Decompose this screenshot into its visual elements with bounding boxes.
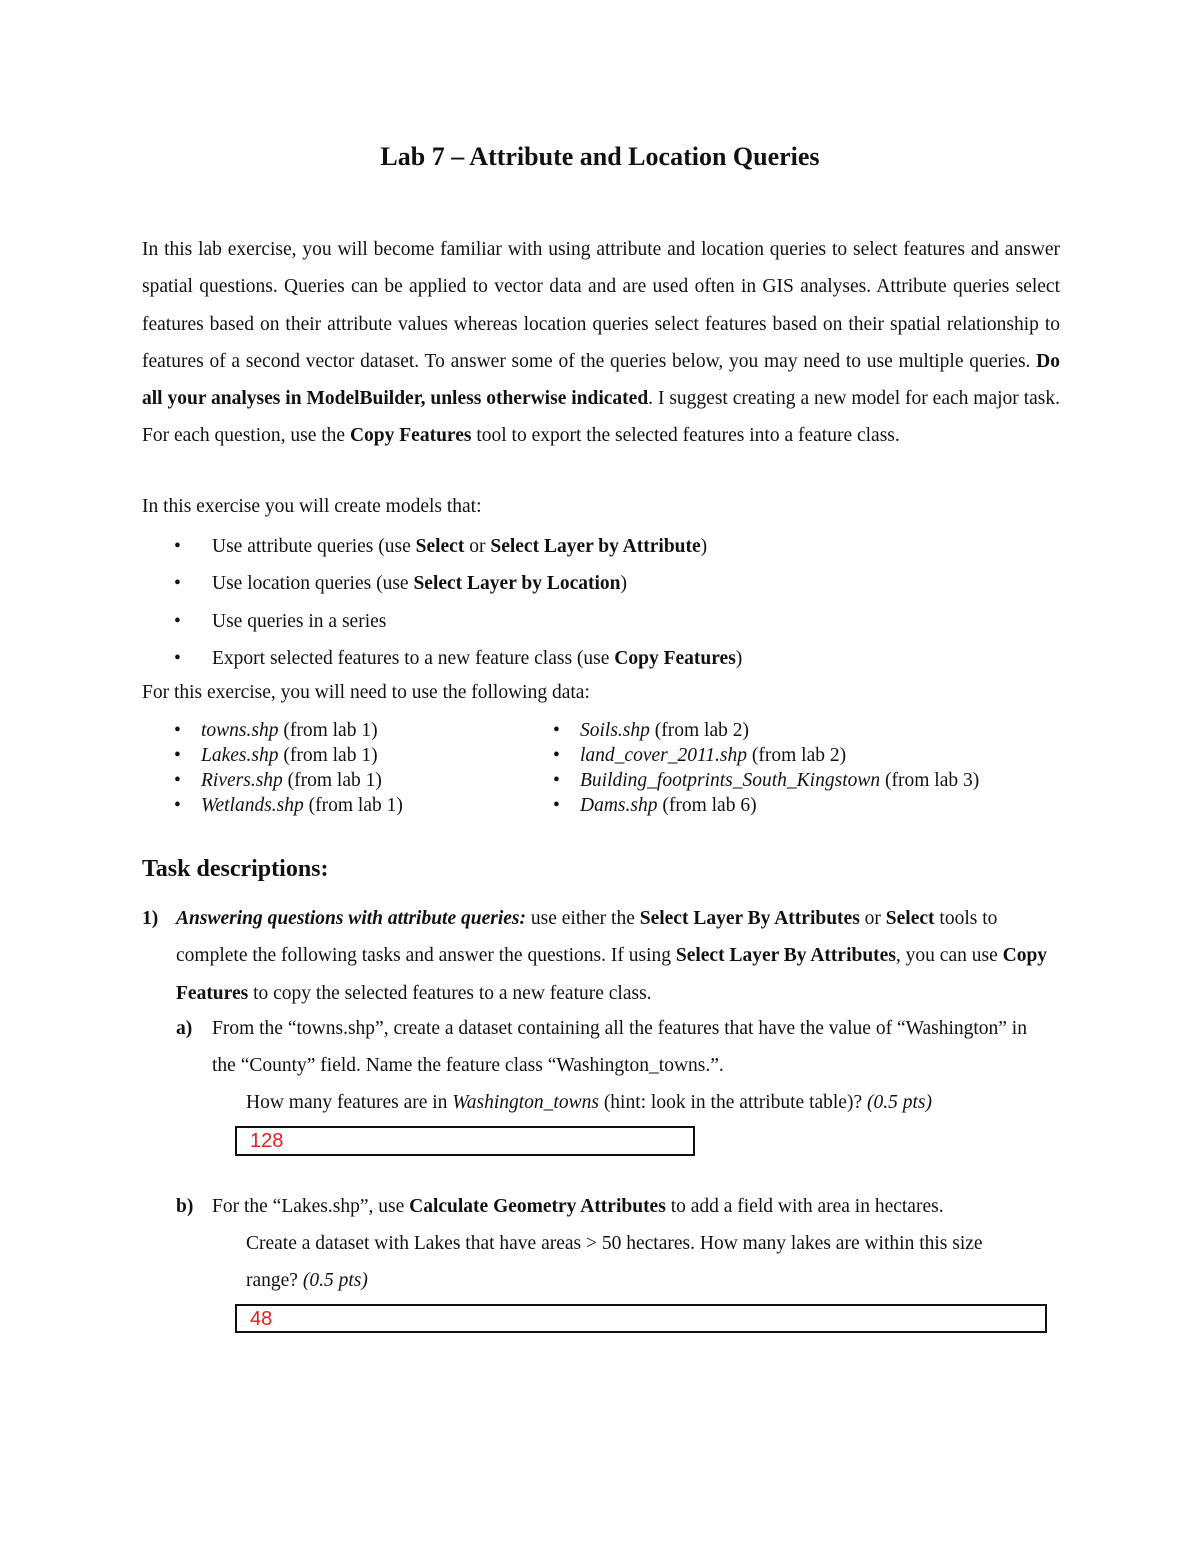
sub-text: From the “towns.shp”, create a dataset containing all the features that have the value of “Washington” in the “County” field. Name the feature class “Washington_towns.”. bbox=[212, 1018, 1027, 1077]
prompt-text: (hint: look in the attribute table)? bbox=[598, 1092, 867, 1113]
bullet-icon: • bbox=[174, 720, 181, 741]
bullet-icon: • bbox=[174, 610, 181, 632]
answer-field-1a[interactable]: 128 bbox=[235, 1126, 695, 1156]
bullet-icon: • bbox=[174, 573, 181, 595]
file-source: (from lab 2) bbox=[747, 745, 847, 766]
q-text: tools to complete the following tasks and answer the questions. If using bbox=[176, 908, 998, 967]
item-text: ) bbox=[735, 647, 743, 669]
file-name: Dams.shp bbox=[580, 795, 658, 816]
question-1 bbox=[142, 900, 1060, 1012]
file-name: Rivers.shp bbox=[201, 770, 283, 791]
file-name: Building_footprints_South_Kingstown bbox=[580, 770, 881, 791]
file-source: (from lab 1) bbox=[303, 795, 403, 816]
question-1a-prompt bbox=[246, 1084, 1046, 1121]
sub-text-part: to add a field with area in hectares. bbox=[665, 1196, 944, 1217]
item-text: Use location queries (use bbox=[212, 573, 414, 595]
data-intro: For this exercise, you will need to use the following data: bbox=[142, 682, 590, 703]
bullet-icon: • bbox=[174, 536, 181, 557]
list-item bbox=[553, 793, 979, 818]
item-bold: Select Layer by Location bbox=[413, 573, 621, 595]
sub-letter: b) bbox=[176, 1196, 194, 1217]
file-source: (from lab 3) bbox=[880, 770, 980, 791]
file-name: Lakes.shp bbox=[201, 745, 279, 766]
bullet-icon: • bbox=[553, 770, 560, 791]
file-name: land_cover_2011.shp bbox=[580, 745, 747, 766]
points-label: (0.5 pts) bbox=[302, 1270, 368, 1292]
q-text: use either the bbox=[526, 908, 640, 929]
sub-bold: Calculate Geometry Attributes bbox=[409, 1196, 666, 1217]
data-list-left bbox=[174, 718, 403, 818]
intro-text: In this lab exercise, you will become familiar with using attribute and location queries to select features and answer spatial questions. Queries can be applied to vector data and are used often in GIS analyses. Attribute queries select features based on their attribute values whereas location queries select features based on their spatial relationship to features of a second vector dataset. To answer some of the queries below, you may need to use multiple queries. bbox=[142, 239, 1060, 372]
bullet-icon: • bbox=[174, 770, 181, 791]
list-item bbox=[174, 768, 403, 793]
question-lead: Answering questions with attribute queries: bbox=[176, 908, 527, 929]
list-item bbox=[553, 743, 979, 768]
data-list-right bbox=[553, 718, 979, 818]
q-bold: Select bbox=[885, 908, 935, 929]
list-item bbox=[174, 743, 403, 768]
tasks-heading: Task descriptions: bbox=[142, 856, 329, 882]
list-item bbox=[174, 718, 403, 743]
bullet-icon: • bbox=[553, 745, 560, 766]
list-item bbox=[174, 569, 742, 606]
answer-field-1b[interactable]: 48 bbox=[235, 1304, 1047, 1333]
sub-text-part: For the “Lakes.shp”, use bbox=[212, 1196, 410, 1217]
prompt-text: How many features are in bbox=[246, 1092, 453, 1113]
file-source: (from lab 1) bbox=[278, 745, 378, 766]
item-text: or bbox=[464, 536, 491, 557]
file-source: (from lab 6) bbox=[657, 795, 757, 816]
intro-bold-instruction: Do all your analyses in ModelBuilder, unless otherwise indicated bbox=[142, 350, 1060, 410]
prompt-text: Create a dataset with Lakes that have areas > 50 hectares. How many lakes are within this size range? bbox=[246, 1233, 983, 1292]
file-name: Soils.shp bbox=[580, 720, 650, 741]
bullet-icon: • bbox=[174, 745, 181, 766]
file-source: (from lab 1) bbox=[282, 770, 382, 791]
item-bold: Select Layer by Attribute bbox=[490, 536, 701, 557]
q-text: or bbox=[859, 908, 886, 929]
q-bold: Select Layer By Attributes bbox=[675, 945, 896, 967]
models-list bbox=[174, 532, 742, 681]
page-title: Lab 7 – Attribute and Location Queries bbox=[380, 142, 820, 171]
file-name: Wetlands.shp bbox=[201, 795, 304, 816]
prompt-italic: Washington_towns bbox=[452, 1092, 599, 1113]
intro-bold-tool: Copy Features bbox=[349, 425, 472, 447]
intro-text-2: . I suggest creating a new model for each major task. For each question, use the bbox=[142, 388, 1060, 447]
item-bold: Select bbox=[415, 536, 465, 557]
bullet-icon: • bbox=[174, 795, 181, 816]
bullet-icon: • bbox=[174, 647, 181, 669]
file-name: towns.shp bbox=[201, 720, 279, 741]
list-item bbox=[174, 607, 742, 644]
list-item bbox=[174, 793, 403, 818]
bullet-icon: • bbox=[553, 795, 560, 816]
q-bold: Copy Features bbox=[176, 945, 1048, 1004]
q-text: to copy the selected features to a new feature class. bbox=[248, 982, 652, 1004]
question-number: 1) bbox=[142, 908, 159, 929]
item-text: Use attribute queries (use bbox=[212, 536, 416, 557]
question-1a bbox=[176, 1010, 1046, 1085]
intro-text-3: tool to export the selected features into a feature class. bbox=[471, 425, 900, 447]
question-1b-prompt bbox=[246, 1225, 1036, 1300]
list-item bbox=[174, 532, 742, 569]
list-item bbox=[553, 768, 979, 793]
points-label: (0.5 pts) bbox=[867, 1092, 932, 1113]
question-1-text bbox=[176, 900, 1060, 1012]
bullet-icon: • bbox=[553, 720, 560, 741]
list-item bbox=[553, 718, 979, 743]
intro-paragraph bbox=[142, 231, 1060, 455]
item-bold: Copy Features bbox=[614, 647, 736, 669]
item-text: Export selected features to a new feature class (use bbox=[212, 647, 615, 669]
models-intro: In this exercise you will create models that: bbox=[142, 496, 482, 517]
question-1b bbox=[176, 1188, 1046, 1225]
q-bold: Select Layer By Attributes bbox=[639, 908, 860, 929]
sub-letter: a) bbox=[176, 1018, 193, 1039]
file-source: (from lab 1) bbox=[278, 720, 378, 741]
item-text: ) bbox=[700, 536, 708, 557]
sub-text bbox=[212, 1188, 1046, 1225]
list-item bbox=[174, 644, 742, 681]
q-text: , you can use bbox=[895, 945, 1003, 967]
item-text: Use queries in a series bbox=[212, 610, 387, 632]
item-text: ) bbox=[620, 573, 628, 595]
file-source: (from lab 2) bbox=[649, 720, 749, 741]
